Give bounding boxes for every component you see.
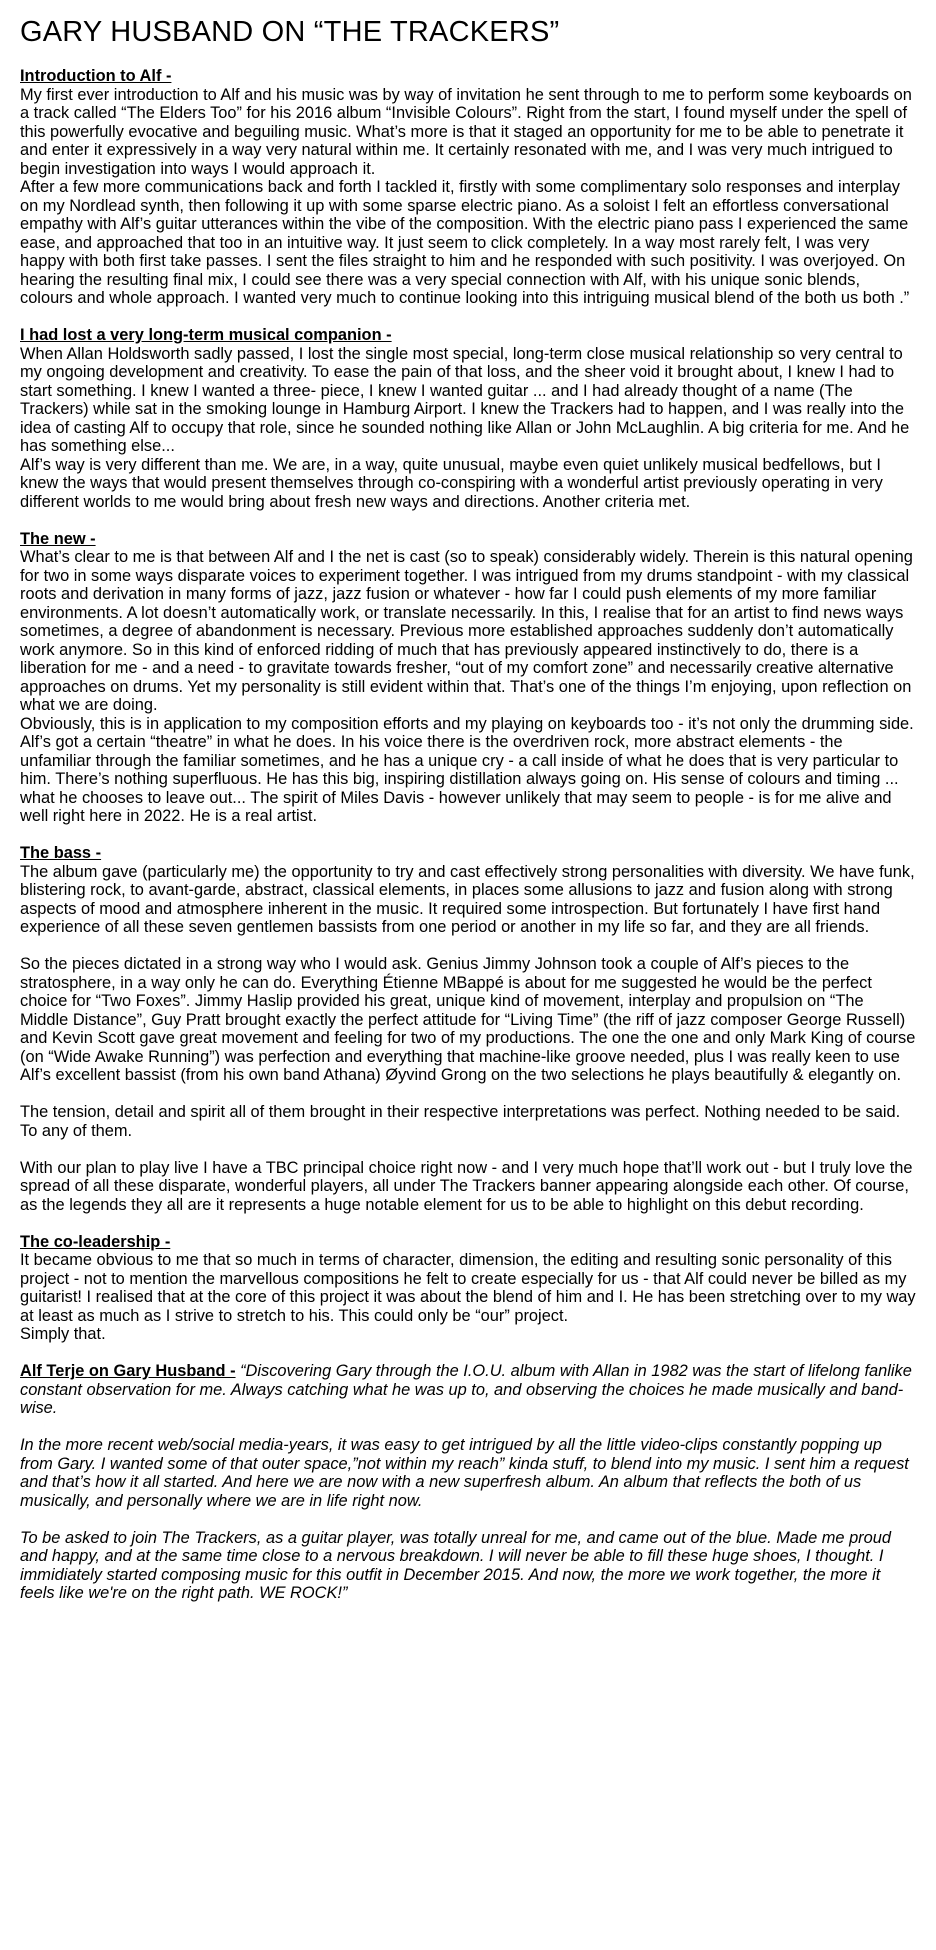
paragraph: After a few more communications back and forth I tackled it, firstly with some complimentary solo responses and interplay on my Nordlead synth, then following it up with some sparse electric piano. As a soloist I felt an effortless conversational empathy with Alf’s guitar utterances within the vibe of the composition. With the electric piano pass I experienced the same ease, and approached that too in an intuitive way. It just seem to click completely. In a way most rarely felt, I was very happy with both first take passes. I sent the files straight to him and he responded with such positivity. I was overjoyed. On hearing the resulting final mix, I could see there was a very special connection with Alf, with his unique sonic blends, colours and whole approach. I wanted very much to continue looking into this intriguing musical blend of the both us both .” [20, 178, 910, 307]
paragraph: So the pieces dictated in a strong way who I would ask. Genius Jimmy Johnson took a couple of Alf’s pieces to the stratosphere, in a way only he can do. Everything Étienne MBappé is about for me suggested he would be the perfect choice for “Two Foxes”. Jimmy Haslip provided his great, unique kind of movement, interplay and propulsion on “The Middle Distance”, Guy Pratt brought exactly the perfect attitude for “Living Time” (the riff of jazz composer George Russell) and Kevin Scott gave great movement and feeling for two of my productions. The one the one and only Mark King of course (on “Wide Awake Running”) was perfection and everything that machine-like groove needed, plus I was really keen to use Alf’s excellent bassist (from his own band Athana) Øyvind Grong on the two selections he plays beautifully & elegantly on. [20, 955, 916, 1084]
section-the-new [20, 530, 916, 826]
paragraph: The album gave (particularly me) the opportunity to try and cast effectively strong personalities with diversity. We have funk, blistering rock, to avant-garde, abstract, classical elements, in places some allusions to jazz and fusion along with strong aspects of mood and atmosphere inherent in the music. It required some introspection. But fortunately I have first hand experience of all these seven gentlemen bassists from one period or another in my life so far, and they are all friends. [20, 862, 915, 936]
page-title: GARY HUSBAND ON “THE TRACKERS” [20, 16, 560, 48]
section-the-bass [20, 844, 916, 1214]
section-heading: I had lost a very long-term musical companion - [20, 326, 392, 344]
section-lost-companion [20, 326, 916, 511]
paragraph: The tension, detail and spirit all of them brought in their respective interpretations was perfect. Nothing needed to be said. To any of them. [20, 1103, 901, 1140]
section-introduction-to-alf [20, 67, 916, 308]
paragraph: With our plan to play live I have a TBC principal choice right now - and I very much hope that’ll work out - but I truly love the spread of all these disparate, wonderful players, all under The Trackers banner appearing alongside each other. Of course, as the legends they all are it represents a huge notable element for us to be able to highlight on this debut recording. [20, 1158, 913, 1214]
paragraph: When Allan Holdsworth sadly passed, I lost the single most special, long-term close musical relationship so very central to my ongoing development and creativity. To ease the pain of that loss, and the sheer void it brought about, I knew I had to start something. I knew I wanted a three- piece, I knew I wanted guitar ... and I had already thought of a name (The Trackers) while sat in the smoking lounge in Hamburg Airport. I knew the Trackers had to happen, and I was really into the idea of casting Alf to occupy that role, since he sounded nothing like Allan or John McLaughlin. A big criteria for me. And he has something else... [20, 344, 910, 455]
section-heading: The bass - [20, 844, 102, 862]
paragraph: Obviously, this is in application to my composition efforts and my playing on keyboards too - it’s not only the drumming side. [20, 714, 914, 733]
paragraph-spacer [20, 1140, 916, 1159]
section-heading: The new - [20, 529, 96, 548]
section-heading: Alf Terje on Gary Husband - [20, 1362, 236, 1380]
paragraph: Alf’s got a certain “theatre” in what he does. In his voice there is the overdriven rock, more abstract elements - the unfamiliar through the familiar sometimes, and he has a unique cry - a call inside of what he does that is very particular to him. There’s nothing superfluous. He has this big, inspiring distillation always going on. His sense of colours and timing ... what he chooses to leave out... The spirit of Miles Davis - however unlikely that may seem to people - is for me alive and well right here in 2022. He is a real artist. [20, 733, 899, 825]
paragraph: What’s clear to me is that between Alf and I the net is cast (so to speak) considerably widely. Therein is this natural opening for two in some ways disparate voices to experiment together. I was intrigued from my drums standpoint - with my classical roots and derivation in many forms of jazz, jazz fusion or whatever - how far I could push elements of my more familiar environments. A lot doesn’t automatically work, or translate necessarily. In this, I realise that for an artist to find news ways sometimes, a degree of abandonment is necessary. Previous more established approaches suddenly don’t automatically work anymore. So in this kind of enforced ridding of much that has previously appeared instinctively to do, there is a liberation for me - and a need - to gravitate towards fresher, “out of my comfort zone” and necessarily creative alternative approaches on drums. Yet my personality is still evident within that. That’s one of the things I’m enjoying, upon reflection on what we are doing. [20, 548, 913, 714]
quote-text: “Discovering Gary through the I.O.U. album with Allan in 1982 was the start of lifelong fanlike constant observation for me. Always catching what he was up to, and observing the choices he made musically and band-wise. [20, 1362, 912, 1417]
paragraph-spacer [20, 1085, 916, 1104]
paragraph-spacer [20, 1418, 916, 1437]
paragraph: It became obvious to me that so much in terms of character, dimension, the editing and resulting sonic personality of this project - not to mention the marvellous compositions he felt to create especially for us - that Alf could never be billed as my guitarist! I realised that at the core of this project it was about the blend of him and I. He has been stretching over to my way at least as much as I strive to stretch to his. This could only be “our” project. [20, 1251, 916, 1325]
quote-text: To be asked to join The Trackers, as a guitar player, was totally unreal for me, and came out of the blue. Made me proud and happy, and at the same time close to a nervous breakdown. I will never be able to fill these huge shoes, I thought. I immidiately started composing music for this outfit in December 2015. And now, the more we work together, the more it feels like we're on the right path. WE ROCK!” [20, 1528, 891, 1602]
quote-text: In the more recent web/social media-years, it was easy to get intrigued by all the little video-clips constantly popping up from Gary. I wanted some of that outer space,”not within my reach” kinda stuff, to blend into my music. I sent him a request and that’s how it all started. And here we are now with a new superfresh album. An album that reflects the both of us musically, and personally where we are in life right now. [20, 1436, 909, 1510]
paragraph: Alf’s way is very different than me. We are, in a way, quite unusual, maybe even quiet unlikely musical bedfellows, but I knew the ways that would present themselves through co-conspiring with a wonderful artist previously operating in very different worlds to me would bring about fresh new ways and directions. Another criteria met. [20, 455, 883, 511]
paragraph: My first ever introduction to Alf and his music was by way of invitation he sent through to me to perform some keyboards on a track called “The Elders Too” for his 2016 album “Invisible Colours”. Right from the start, I found myself under the spell of this powerfully evocative and beguiling music. What’s more is that it staged an opportunity for me to be able to penetrate it and enter it expressively in a way very natural within me. It certainly resonated with me, and I was very much intrigued to begin investigation into ways I would approach it. [20, 85, 912, 178]
paragraph: Simply that. [20, 1325, 106, 1343]
paragraph-spacer [20, 1510, 916, 1529]
section-alf-on-gary [20, 1362, 916, 1603]
section-co-leadership [20, 1233, 916, 1344]
paragraph [20, 1362, 916, 1418]
section-heading: Introduction to Alf - [20, 67, 172, 85]
section-heading: The co-leadership - [20, 1232, 171, 1251]
paragraph-spacer [20, 937, 916, 956]
